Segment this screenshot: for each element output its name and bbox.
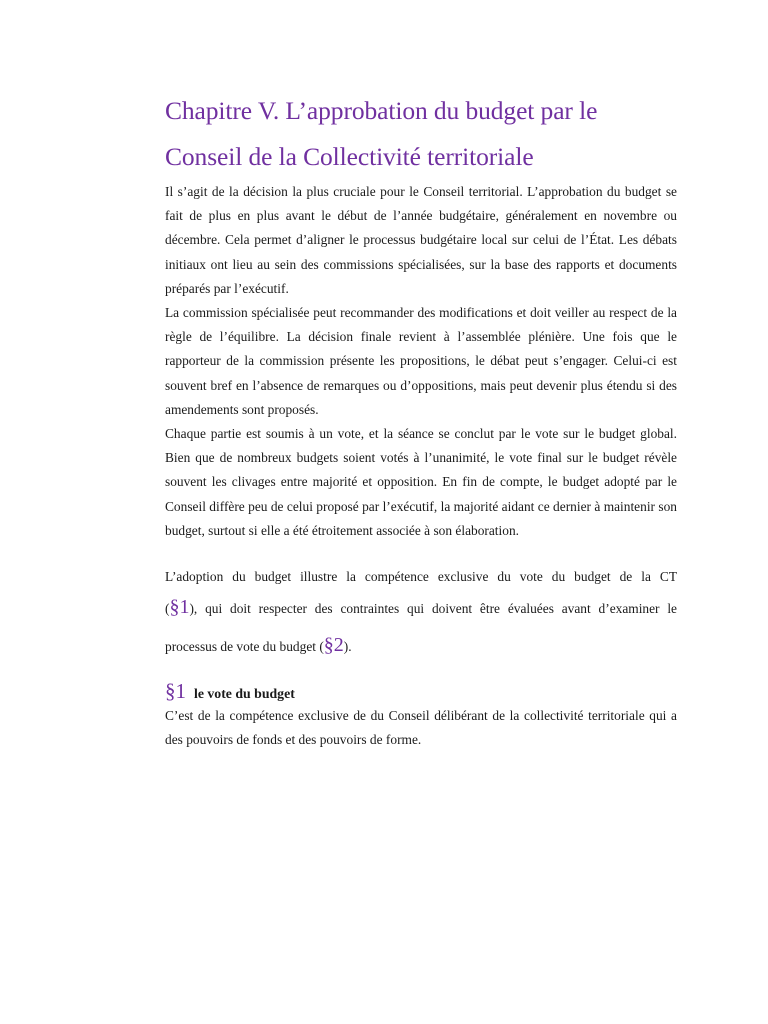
paragraph-4-line3-text: processus de vote du budget ( [165, 639, 324, 655]
chapter-title [165, 88, 677, 180]
paragraph-4 [165, 565, 677, 665]
section-title: le vote du budget [194, 686, 295, 702]
section-ref-1: §1 [169, 596, 190, 619]
section-ref-2: §2 [323, 634, 344, 657]
paren-open: ( [165, 601, 170, 617]
paragraph-3: Chaque partie est soumis à un vote, et la séance se conclut par le vote sur le budget global. Bien que de nombreux budgets soient votés à l’unanimité, le vote final sur le budget révèle souvent les clivages entre majorité et opposition. En fin de compte, le budget adopté par le Conseil diffère peu de celui proposé par l’exécutif, la majorité aidant ce dernier à maintenir son budget, surtout si elle a été étroitement associée à son élaboration. [165, 426, 677, 538]
chapter-title-line2: Conseil de la Collectivité territoriale [165, 142, 534, 171]
paragraph-5: C’est de la compétence exclusive de du Conseil délibérant de la collectivité territoriale qui a des pouvoirs de fonds et des pouvoirs de forme. [165, 708, 677, 748]
paragraph-4-line3-end: ). [343, 639, 352, 655]
paragraph-4-line2-text: ), qui doit respecter des contraintes qui doivent être évaluées avant d’examiner le [189, 601, 677, 617]
paragraph-4-line1: L’adoption du budget illustre la compétence exclusive du vote du budget de la CT [165, 569, 677, 585]
paragraph-4-line2 [165, 589, 677, 627]
paragraph-4-line3 [165, 627, 677, 665]
section-number: §1 [165, 679, 186, 704]
chapter-title-line1: Chapitre V. L’approbation du budget par le [165, 96, 598, 125]
paragraph-2: La commission spécialisée peut recommander des modifications et doit veiller au respect de la règle de l’équilibre. La décision finale revient à l’assemblée plénière. Une fois que le rapporteur de la commission présente les propositions, le débat peut s’engager. Celui-ci est souvent bref en l’absence de remarques ou d’oppositions, mais peut devenir plus étendu si des amendements sont proposés. [165, 305, 677, 417]
section-heading-1 [165, 679, 677, 704]
paragraph-1: Il s’agit de la décision la plus cruciale pour le Conseil territorial. L’approbation du budget se fait de plus en plus avant le début de l’année budgétaire, généralement en novembre ou décembre. Cela permet d’aligner le processus budgétaire local sur celui de l’État. Les débats initiaux ont lieu au sein des commissions spécialisées, sur la base des rapports et documents préparés par l’exécutif. [165, 184, 677, 296]
document-page [165, 88, 677, 752]
